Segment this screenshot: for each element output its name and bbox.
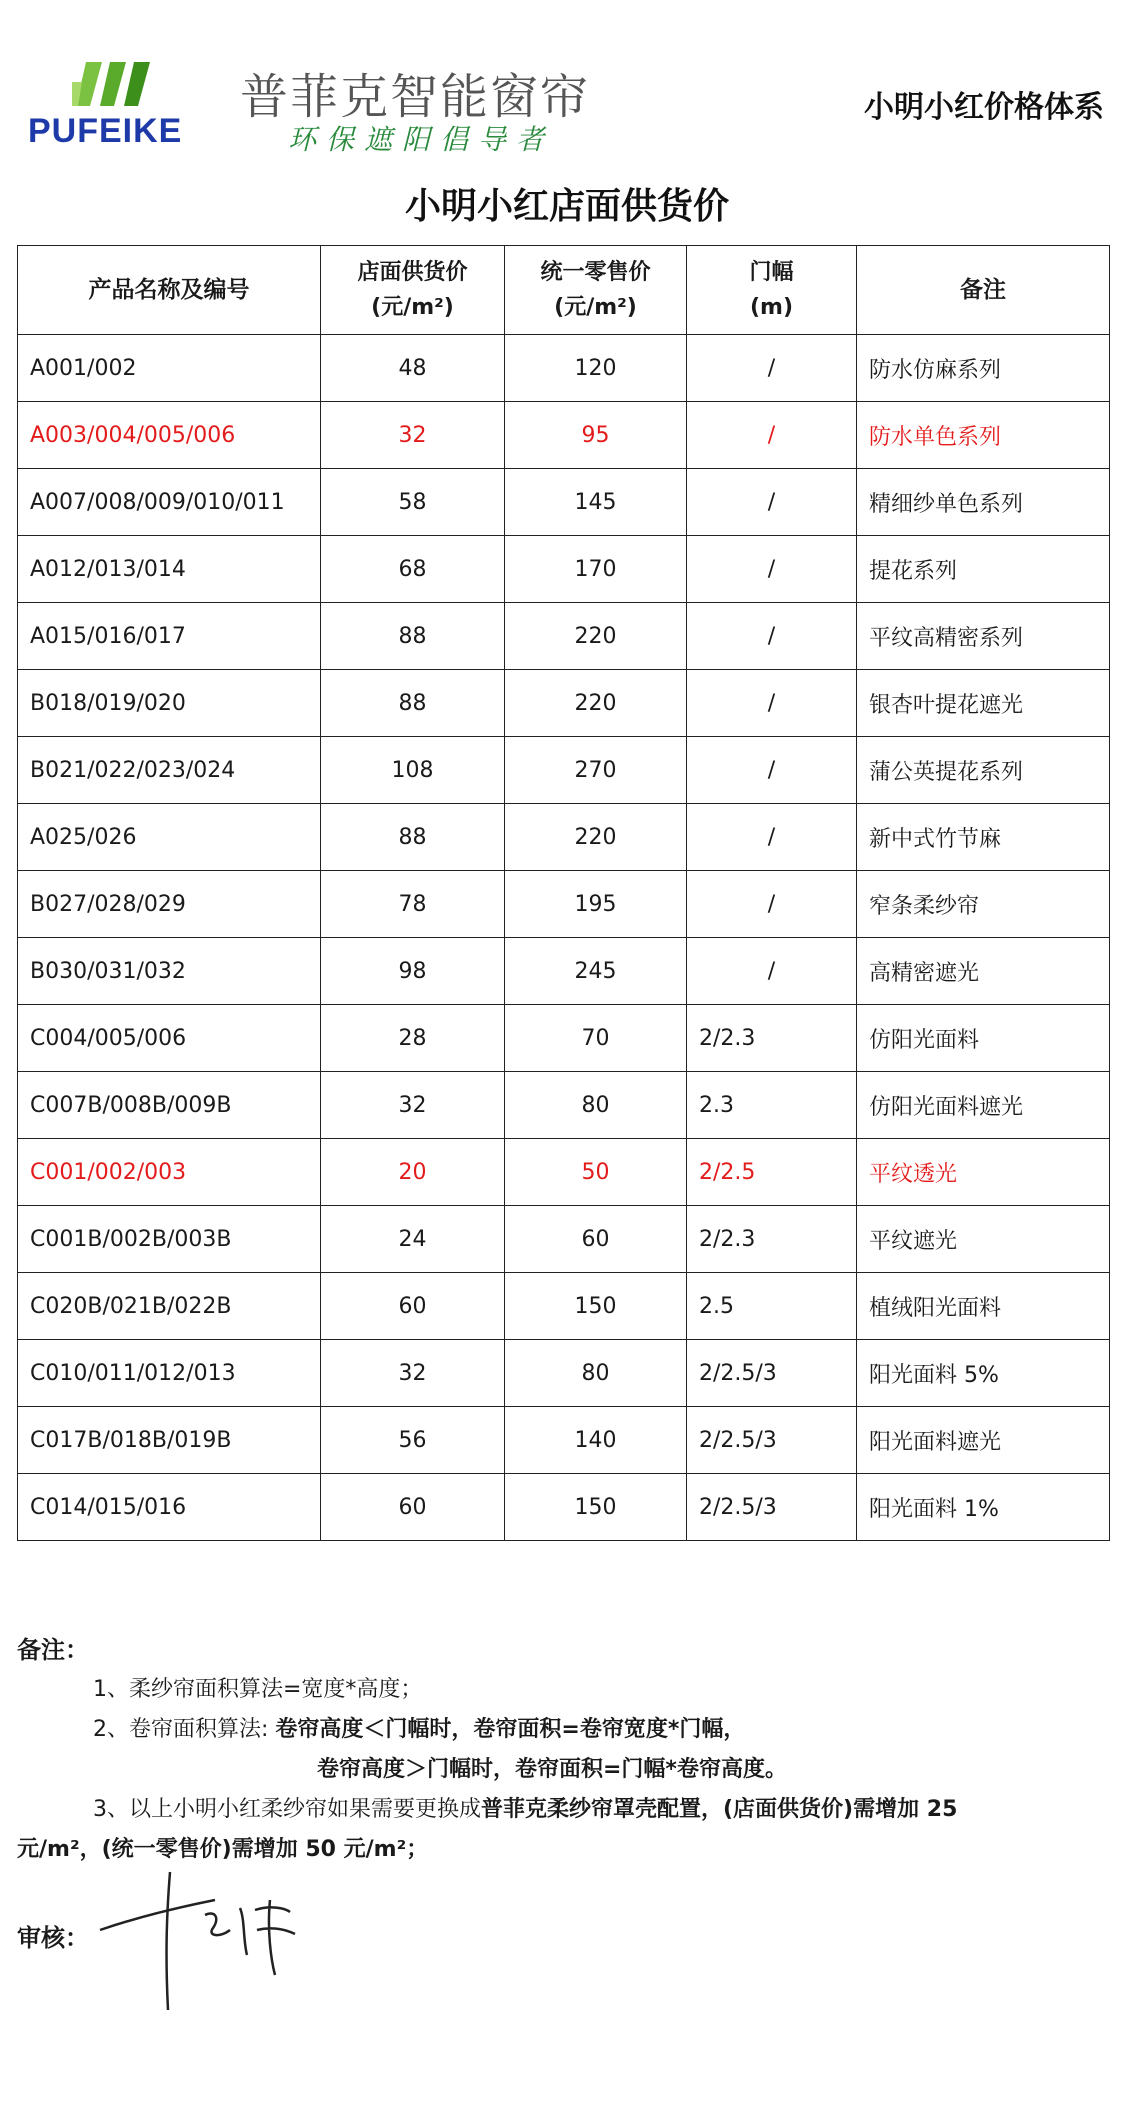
cell-width: / [687,402,857,469]
note-2-rule-a: 卷帘高度＜门幅时，卷帘面积=卷帘宽度*门幅， [275,1717,746,1742]
cell-width: 2.3 [687,1072,857,1139]
cell-retail-price: 80 [505,1340,687,1407]
brand-slogan: 环保遮阳倡导者 [288,123,555,156]
note-3-continuation: 元/m²，(统一零售价)需增加 50 元/m²； [17,1837,429,1862]
cell-remark: 蒲公英提花系列 [857,737,1110,804]
cell-width: / [687,469,857,536]
cell-remark: 平纹遮光 [857,1206,1110,1273]
review-label: 审核： [17,1924,89,1952]
cell-product: C010/011/012/013 [18,1340,321,1407]
cell-remark: 阳光面料 5% [857,1340,1110,1407]
cell-product: A003/004/005/006 [18,402,321,469]
cell-product: C014/015/016 [18,1474,321,1541]
logo-text: PUFEIKE [28,112,183,150]
cell-product: B021/022/023/024 [18,737,321,804]
logo-stripes-icon [72,62,168,110]
note-1: 1、柔纱帘面积算法=宽度*高度； [93,1677,423,1702]
cell-product: C001/002/003 [18,1139,321,1206]
table-row [18,737,1110,804]
cell-retail-price: 220 [505,804,687,871]
table-row [18,469,1110,536]
cell-remark: 提花系列 [857,536,1110,603]
note-3-prefix: 3、以上小明小红柔纱帘如果需要更换成 [93,1797,481,1822]
cell-remark: 仿阳光面料 [857,1005,1110,1072]
cell-width: 2/2.3 [687,1005,857,1072]
cell-retail-price: 270 [505,737,687,804]
cell-remark: 银杏叶提花遮光 [857,670,1110,737]
pufeike-logo [28,62,198,152]
table-row [18,804,1110,871]
cell-width: 2/2.3 [687,1206,857,1273]
table-row [18,670,1110,737]
table-row-highlighted [18,402,1110,469]
table-row [18,1072,1110,1139]
header-remark: 备注 [857,246,1110,335]
table-row [18,938,1110,1005]
cell-product: A007/008/009/010/011 [18,469,321,536]
table-row [18,871,1110,938]
cell-remark: 新中式竹节麻 [857,804,1110,871]
cell-width: / [687,804,857,871]
cell-store-price: 32 [321,402,505,469]
brand-name: 普菲克智能窗帘 [240,69,591,125]
cell-retail-price: 150 [505,1474,687,1541]
cell-remark: 窄条柔纱帘 [857,871,1110,938]
cell-remark: 防水仿麻系列 [857,335,1110,402]
cell-product: B030/031/032 [18,938,321,1005]
cell-store-price: 78 [321,871,505,938]
cell-product: B027/028/029 [18,871,321,938]
cell-remark: 平纹高精密系列 [857,603,1110,670]
table-header-row [18,246,1110,335]
cell-width: / [687,335,857,402]
notes-label: 备注： [17,1636,89,1664]
cell-retail-price: 95 [505,402,687,469]
header-width: 门幅 (m) [687,246,857,335]
cell-remark: 防水单色系列 [857,402,1110,469]
cell-product: B018/019/020 [18,670,321,737]
cell-retail-price: 70 [505,1005,687,1072]
cell-store-price: 56 [321,1407,505,1474]
table-row [18,1206,1110,1273]
note-2 [17,1710,1117,1750]
cell-store-price: 98 [321,938,505,1005]
price-table [17,245,1110,1541]
cell-width: / [687,938,857,1005]
cell-retail-price: 170 [505,536,687,603]
cell-remark: 植绒阳光面料 [857,1273,1110,1340]
cell-retail-price: 150 [505,1273,687,1340]
cell-retail-price: 50 [505,1139,687,1206]
cell-width: 2/2.5/3 [687,1340,857,1407]
header-store-price: 店面供货价 (元/m²) [321,246,505,335]
cell-store-price: 48 [321,335,505,402]
cell-width: 2/2.5 [687,1139,857,1206]
cell-width: / [687,536,857,603]
table-row [18,1340,1110,1407]
cell-retail-price: 220 [505,670,687,737]
cell-width: 2.5 [687,1273,857,1340]
cell-width: / [687,670,857,737]
table-row [18,1474,1110,1541]
cell-store-price: 58 [321,469,505,536]
cell-remark: 精细纱单色系列 [857,469,1110,536]
cell-product: C020B/021B/022B [18,1273,321,1340]
cell-retail-price: 245 [505,938,687,1005]
document-title: 小明小红店面供货价 [404,186,729,227]
cell-remark: 阳光面料遮光 [857,1407,1110,1474]
cell-retail-price: 220 [505,603,687,670]
cell-store-price: 60 [321,1474,505,1541]
note-2-rule-b: 卷帘高度＞门幅时，卷帘面积=门幅*卷帘高度。 [317,1757,787,1782]
cell-store-price: 68 [321,536,505,603]
table-row [18,603,1110,670]
cell-product: C004/005/006 [18,1005,321,1072]
cell-width: 2/2.5/3 [687,1407,857,1474]
note-3 [17,1790,1117,1830]
cell-store-price: 88 [321,804,505,871]
cell-product: A012/013/014 [18,536,321,603]
price-system-title: 小明小红价格体系 [864,90,1104,125]
cell-retail-price: 80 [505,1072,687,1139]
cell-width: 2/2.5/3 [687,1474,857,1541]
cell-product: C007B/008B/009B [18,1072,321,1139]
cell-remark: 高精密遮光 [857,938,1110,1005]
cell-store-price: 108 [321,737,505,804]
table-row [18,1005,1110,1072]
cell-store-price: 60 [321,1273,505,1340]
cell-remark: 阳光面料 1% [857,1474,1110,1541]
cell-store-price: 28 [321,1005,505,1072]
cell-retail-price: 60 [505,1206,687,1273]
table-row [18,335,1110,402]
cell-remark: 平纹透光 [857,1139,1110,1206]
header-retail-price: 统一零售价 (元/m²) [505,246,687,335]
header-product: 产品名称及编号 [18,246,321,335]
table-row [18,1273,1110,1340]
cell-retail-price: 195 [505,871,687,938]
cell-retail-price: 120 [505,335,687,402]
cell-width: / [687,603,857,670]
cell-store-price: 88 [321,603,505,670]
cell-store-price: 32 [321,1072,505,1139]
cell-product: A001/002 [18,335,321,402]
cell-product: C001B/002B/003B [18,1206,321,1273]
table-row-highlighted [18,1139,1110,1206]
document-header [0,0,1134,170]
cell-store-price: 20 [321,1139,505,1206]
cell-product: A015/016/017 [18,603,321,670]
cell-width: / [687,737,857,804]
cell-product: C017B/018B/019B [18,1407,321,1474]
cell-width: / [687,871,857,938]
handwritten-signature [95,1860,335,2020]
cell-retail-price: 140 [505,1407,687,1474]
notes-section [17,1630,1117,1870]
cell-product: A025/026 [18,804,321,871]
table-row [18,536,1110,603]
note-3-bold-1: 普菲克柔纱帘罩壳配置，(店面供货价)需增加 25 [481,1797,958,1822]
cell-store-price: 88 [321,670,505,737]
cell-remark: 仿阳光面料遮光 [857,1072,1110,1139]
note-2-prefix: 2、卷帘面积算法: [93,1717,276,1742]
cell-retail-price: 145 [505,469,687,536]
cell-store-price: 24 [321,1206,505,1273]
cell-store-price: 32 [321,1340,505,1407]
table-row [18,1407,1110,1474]
